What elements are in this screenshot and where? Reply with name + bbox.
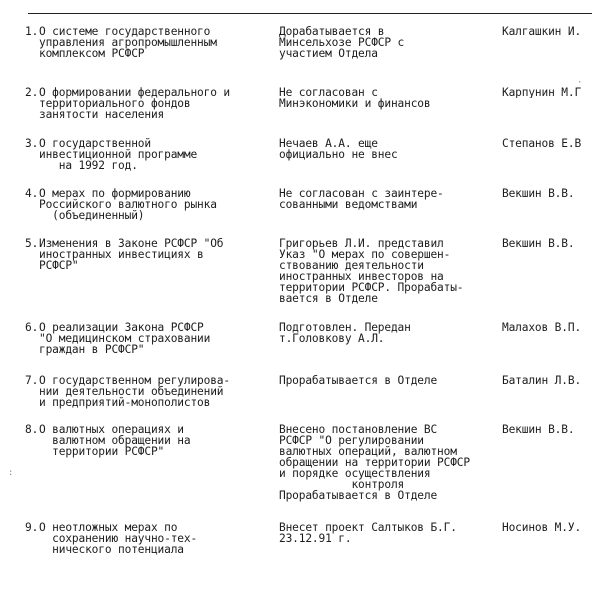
subject-line: территории РСФСР" xyxy=(39,445,165,458)
status-line: обращении на территории РСФСР xyxy=(279,456,470,469)
item-responsible: Векшин В.В. xyxy=(502,238,575,249)
item-responsible: Векшин В.В. xyxy=(502,188,575,199)
subject-line: О мерах по формированию xyxy=(39,187,191,200)
status-line: сованными ведомствами xyxy=(279,198,418,211)
subject-line: граждан в РСФСР" xyxy=(39,343,145,356)
item-status xyxy=(279,522,499,544)
item-status xyxy=(279,188,499,210)
item-subject xyxy=(39,322,271,355)
status-line: контроля xyxy=(279,478,405,491)
item-subject xyxy=(39,522,271,555)
subject-line: О формировании федерального и xyxy=(39,86,230,99)
subject-line: "О медицинском страховании xyxy=(39,332,211,345)
scan-speck: : xyxy=(8,468,14,478)
subject-line: и предприятий-монополистов xyxy=(39,396,211,409)
status-line: официально не внес xyxy=(279,148,398,161)
subject-line: О системе государственного xyxy=(39,25,211,38)
subject-line: управления агропромышленным xyxy=(39,36,217,49)
subject-line: Российского валютного рынка xyxy=(39,198,217,211)
subject-line: (объединенный) xyxy=(39,209,145,222)
scan-speck: · xyxy=(577,78,583,88)
item-responsible: Носинов М.У. xyxy=(502,522,582,533)
subject-line: территориального фондов xyxy=(39,97,191,110)
subject-line: на 1992 год. xyxy=(39,159,138,172)
item-number: 8. xyxy=(25,423,39,436)
item-subject xyxy=(39,138,271,171)
item-number: 7. xyxy=(25,374,39,387)
subject-line: иностранных инвестициях в xyxy=(39,248,204,261)
status-line: Григорьев Л.И. представил xyxy=(279,237,444,250)
status-line: Прорабатывается в Отделе xyxy=(279,374,438,387)
item-status xyxy=(279,26,499,59)
subject-line: нии деятельности объединений xyxy=(39,385,224,398)
item-status xyxy=(279,375,499,386)
item-status xyxy=(279,322,499,344)
subject-line: занятости населения xyxy=(39,108,165,121)
status-line: валютных операций, валютном xyxy=(279,445,457,458)
status-line: Минсельхозе РСФСР с xyxy=(279,36,405,49)
item-responsible: Векшин В.В. xyxy=(502,424,575,435)
status-line: и порядке осуществления xyxy=(279,467,431,480)
subject-line: инвестиционной программе xyxy=(39,148,198,161)
status-line: т.Головкову А.Л. xyxy=(279,332,385,345)
item-status xyxy=(279,138,499,160)
item-status xyxy=(279,87,499,109)
status-line: Не согласован с xyxy=(279,86,378,99)
item-status xyxy=(279,424,499,501)
item-number: 4. xyxy=(25,187,39,200)
item-subject xyxy=(39,238,271,271)
status-line: территории РСФСР. Прорабаты- xyxy=(279,281,464,294)
item-subject xyxy=(39,87,271,120)
item-number: 6. xyxy=(25,321,39,334)
item-responsible: Малахов В.П. xyxy=(502,322,582,333)
item-number: 5. xyxy=(25,237,39,250)
subject-line: О неотложных мерах по xyxy=(39,521,178,534)
item-responsible: Степанов Е.В xyxy=(502,138,582,149)
status-line: Минэкономики и финансов xyxy=(279,97,431,110)
item-number: 1. xyxy=(25,25,39,38)
status-line: Дорабатывается в xyxy=(279,25,385,38)
status-line: Не согласован с заинтере- xyxy=(279,187,444,200)
subject-line: нического потенциала xyxy=(39,543,184,556)
subject-line: О реализации Закона РСФСР xyxy=(39,321,204,334)
item-responsible: Баталин Л.В. xyxy=(502,375,582,386)
status-line: иностранных инвесторов на xyxy=(279,270,444,283)
status-line: Указ "О мерах по совершен- xyxy=(279,248,451,261)
subject-line: О государственной xyxy=(39,137,151,150)
item-number: 3. xyxy=(25,137,39,150)
status-line: 23.12.91 г. xyxy=(279,532,352,545)
item-number: 9. xyxy=(25,521,39,534)
subject-line: валютном обращении на xyxy=(39,434,191,447)
subject-line: комплексом РСФСР xyxy=(39,47,145,60)
status-line: ствованию деятельности xyxy=(279,259,424,272)
status-line: участием Отдела xyxy=(279,47,378,60)
subject-line: О валютных операциях и xyxy=(39,423,184,436)
item-subject xyxy=(39,188,271,221)
item-subject xyxy=(39,26,271,59)
item-responsible: Карпунин М.Г xyxy=(502,87,582,98)
status-line: Подготовлен. Передан xyxy=(279,321,411,334)
status-line: Прорабатывается в Отделе xyxy=(279,489,438,502)
item-responsible: Калгашкин И. xyxy=(502,26,582,37)
status-line: Внесет проект Салтыков Б.Г. xyxy=(279,521,457,534)
item-status xyxy=(279,238,499,304)
status-line: вается в Отделе xyxy=(279,292,378,305)
status-line: Внесено постановление ВС xyxy=(279,423,438,436)
status-line: РСФСР "О регулировании xyxy=(279,434,424,447)
item-subject xyxy=(39,424,271,457)
item-subject xyxy=(39,375,271,408)
subject-line: РСФСР" xyxy=(39,259,79,272)
status-line: Нечаев А.А. еще xyxy=(279,137,378,150)
subject-line: сохранению научно-тех- xyxy=(39,532,198,545)
item-number: 2. xyxy=(25,86,39,99)
subject-line: Изменения в Законе РСФСР "Об xyxy=(39,237,224,250)
subject-line: О государственном регулирова- xyxy=(39,374,230,387)
top-rule xyxy=(28,13,592,14)
